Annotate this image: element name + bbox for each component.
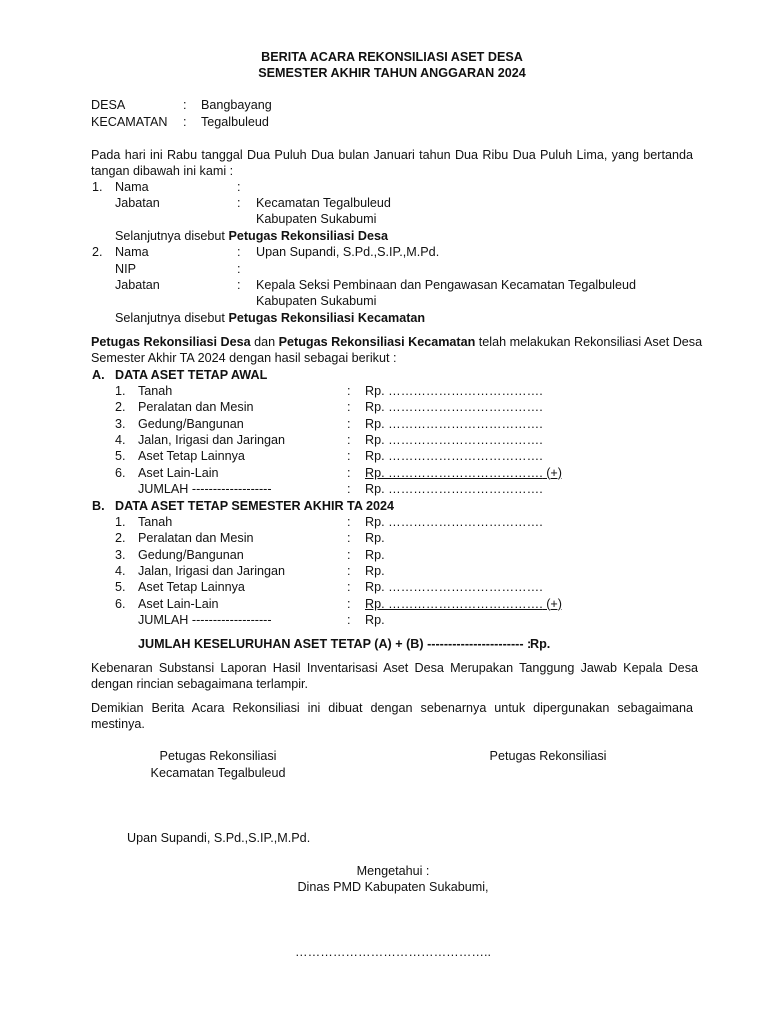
item-colon: : — [347, 416, 351, 431]
section-b-item-label: Gedung/Bangunan — [138, 547, 244, 562]
signature-left-title-line2: Kecamatan Tegalbuleud — [150, 766, 286, 780]
section-a-item-number: 4. — [115, 432, 126, 447]
party2-desc-bold: Petugas Rekonsiliasi Kecamatan — [228, 311, 426, 325]
party2-jabatan-line2: Kabupaten Sukabumi — [256, 294, 377, 308]
section-a-item-number: 1. — [115, 384, 126, 398]
desa-colon: : — [183, 98, 187, 112]
dinas-label: Dinas PMD Kabupaten Sukabumi, — [297, 880, 489, 894]
party2-jabatan-line1: Kepala Seksi Pembinaan dan Pengawasan Kecamatan Tegalbuleud — [256, 278, 636, 292]
item-value: Rp. ………………………………. — [365, 384, 543, 398]
signature-right-title: Petugas Rekonsiliasi — [489, 749, 607, 763]
item-colon: : — [347, 432, 351, 447]
document-title-line1: BERITA ACARA REKONSILIASI ASET DESA — [261, 50, 523, 64]
section-b-item-number: 4. — [115, 563, 126, 578]
section-b-item-label: Peralatan dan Mesin — [138, 531, 254, 546]
section-a-item-label: Peralatan dan Mesin — [138, 400, 254, 415]
item-colon: : — [347, 563, 351, 578]
party2-nip-colon: : — [237, 262, 241, 276]
party1-nama-colon: : — [237, 180, 241, 194]
mengetahui-label: Mengetahui : — [356, 864, 430, 878]
item-colon: : — [347, 596, 351, 611]
item-value: Rp. ………………………………. — [365, 596, 543, 611]
statement-rest: telah melakukan Rekonsiliasi Aset Desa — [475, 335, 703, 349]
document-title-line2: SEMESTER AKHIR TAHUN ANGGARAN 2024 — [258, 66, 526, 80]
desa-label: DESA — [91, 98, 126, 112]
section-b-item-number: 6. — [115, 596, 126, 611]
party2-number: 2. — [92, 245, 103, 259]
item-value: Rp. ………………………………. — [365, 400, 543, 415]
item-value: Rp. ………………………………. — [365, 449, 543, 464]
item-value: Rp. ………………………………. — [365, 416, 543, 431]
signature-left-title-line1: Petugas Rekonsiliasi — [159, 749, 277, 763]
section-b-item-label: Tanah — [138, 515, 173, 529]
section-a-item-value-row — [347, 465, 562, 481]
item-value: Rp. — [365, 531, 385, 546]
section-b-item-value-row — [347, 563, 385, 579]
item-value: Rp. — [365, 547, 385, 562]
item-colon: : — [347, 400, 351, 415]
section-a-item-value-row — [347, 416, 543, 432]
kecamatan-label: KECAMATAN — [91, 115, 168, 129]
section-a-item-number: 6. — [115, 465, 126, 480]
section-a-item-label: Gedung/Bangunan — [138, 416, 244, 431]
item-colon: : — [347, 384, 351, 398]
closing-para2-line1: Demikian Berita Acara Rekonsiliasi ini dibuat dengan sebenarnya untuk dipergunakan sebagaimana — [91, 701, 693, 715]
party1-description — [115, 228, 388, 244]
party2-jabatan-label: Jabatan — [115, 278, 160, 292]
signature-left-name: Upan Supandi, S.Pd.,S.IP.,M.Pd. — [127, 831, 311, 845]
statement-line2: Semester Akhir TA 2024 dengan hasil sebagai berikut : — [91, 351, 397, 365]
item-value: Rp. ………………………………. — [365, 580, 543, 595]
section-a-item-number: 2. — [115, 400, 126, 415]
party1-nama-label: Nama — [115, 180, 149, 194]
section-a-item-label: Aset Lain-Lain — [138, 465, 219, 480]
item-colon: : — [347, 547, 351, 562]
party1-jabatan-label: Jabatan — [115, 196, 160, 210]
statement-line1 — [91, 334, 703, 350]
party2-nama-label: Nama — [115, 245, 149, 259]
section-b-jumlah-value: Rp. — [365, 613, 385, 627]
section-b-jumlah-colon: : — [347, 613, 351, 627]
section-a-item-value-row — [347, 399, 543, 415]
party1-number: 1. — [92, 180, 103, 194]
intro-line1: Pada hari ini Rabu tanggal Dua Puluh Dua bulan Januari tahun Dua Ribu Dua Puluh Lima, yang bertanda — [91, 148, 693, 162]
party2-nama-colon: : — [237, 245, 241, 259]
statement-dan: dan — [250, 335, 279, 349]
desa-value: Bangbayang — [201, 98, 272, 112]
section-a-jumlah-colon: : — [347, 482, 351, 496]
section-a-letter: A. — [92, 368, 105, 382]
total-label: JUMLAH KESELURUHAN ASET TETAP (A) + (B) ----------------------- : — [138, 637, 532, 651]
section-b-item-number: 5. — [115, 580, 126, 595]
party2-jabatan-colon: : — [237, 278, 241, 292]
section-b-item-value-row — [347, 579, 543, 595]
party1-desc-prefix: Selanjutnya disebut — [115, 229, 229, 243]
section-b-item-label: Aset Lain-Lain — [138, 596, 219, 611]
section-b-item-value-row — [347, 547, 385, 563]
section-a-jumlah-value: Rp. ………………………………. — [365, 482, 543, 496]
section-a-jumlah-label: JUMLAH ------------------- — [138, 482, 272, 496]
section-b-item-label: Aset Tetap Lainnya — [138, 580, 245, 595]
item-value: Rp. ………………………………. — [365, 432, 543, 447]
item-value: Rp. ………………………………. — [365, 515, 543, 529]
section-b-item-value-row — [347, 530, 385, 546]
item-colon: : — [347, 580, 351, 595]
item-colon: : — [347, 465, 351, 480]
party1-jabatan-colon: : — [237, 196, 241, 210]
section-b-item-label: Jalan, Irigasi dan Jaringan — [138, 563, 286, 578]
section-b-item-value-row — [347, 596, 562, 612]
item-colon: : — [347, 515, 351, 529]
item-suffix: (+) — [542, 596, 562, 611]
party2-nip-label: NIP — [115, 262, 136, 276]
party2-nama-value: Upan Supandi, S.Pd.,S.IP.,M.Pd. — [256, 245, 440, 259]
section-a-item-label: Jalan, Irigasi dan Jaringan — [138, 432, 286, 447]
section-a-item-value-row — [347, 448, 543, 464]
item-colon: : — [347, 449, 351, 464]
closing-para1-line1: Kebenaran Substansi Laporan Hasil Inventarisasi Aset Desa Merupakan Tanggung Jawab Kepala Desa — [91, 661, 698, 675]
section-a-item-value-row — [347, 432, 543, 448]
party1-desc-bold: Petugas Rekonsiliasi Desa — [228, 229, 389, 243]
intro-line2: tangan dibawah ini kami : — [91, 164, 234, 178]
item-colon: : — [347, 531, 351, 546]
item-suffix: (+) — [542, 465, 562, 480]
section-b-item-number: 2. — [115, 531, 126, 546]
section-b-item-value-row — [347, 514, 543, 530]
section-a-item-label: Tanah — [138, 384, 173, 398]
party2-description — [115, 310, 425, 326]
statement-bold-kecamatan: Petugas Rekonsiliasi Kecamatan — [278, 335, 476, 349]
statement-bold-desa: Petugas Rekonsiliasi Desa — [91, 335, 251, 349]
party1-jabatan-line2: Kabupaten Sukabumi — [256, 212, 377, 226]
section-a-title: DATA ASET TETAP AWAL — [115, 368, 268, 382]
section-a-item-number: 3. — [115, 416, 126, 431]
section-b-jumlah-label: JUMLAH ------------------- — [138, 613, 272, 627]
section-a-item-label: Aset Tetap Lainnya — [138, 449, 245, 464]
section-b-item-number: 3. — [115, 547, 126, 562]
section-a-item-number: 5. — [115, 449, 126, 464]
closing-para2-line2: mestinya. — [91, 717, 145, 731]
section-b-item-number: 1. — [115, 515, 126, 529]
party1-jabatan-line1: Kecamatan Tegalbuleud — [256, 196, 391, 210]
party2-desc-prefix: Selanjutnya disebut — [115, 311, 229, 325]
signature-bottom-blank: ……………………………………….. — [295, 945, 491, 959]
closing-para1-line2: dengan rincian sebagaimana terlampir. — [91, 677, 309, 691]
item-value: Rp. ………………………………. — [365, 465, 543, 480]
kecamatan-value: Tegalbuleud — [201, 115, 269, 129]
kecamatan-colon: : — [183, 115, 187, 129]
section-a-item-value-row — [347, 383, 543, 399]
section-b-letter: B. — [92, 499, 105, 513]
total-value: Rp. — [530, 637, 551, 651]
section-b-title: DATA ASET TETAP SEMESTER AKHIR TA 2024 — [115, 499, 394, 513]
item-value: Rp. — [365, 563, 385, 578]
